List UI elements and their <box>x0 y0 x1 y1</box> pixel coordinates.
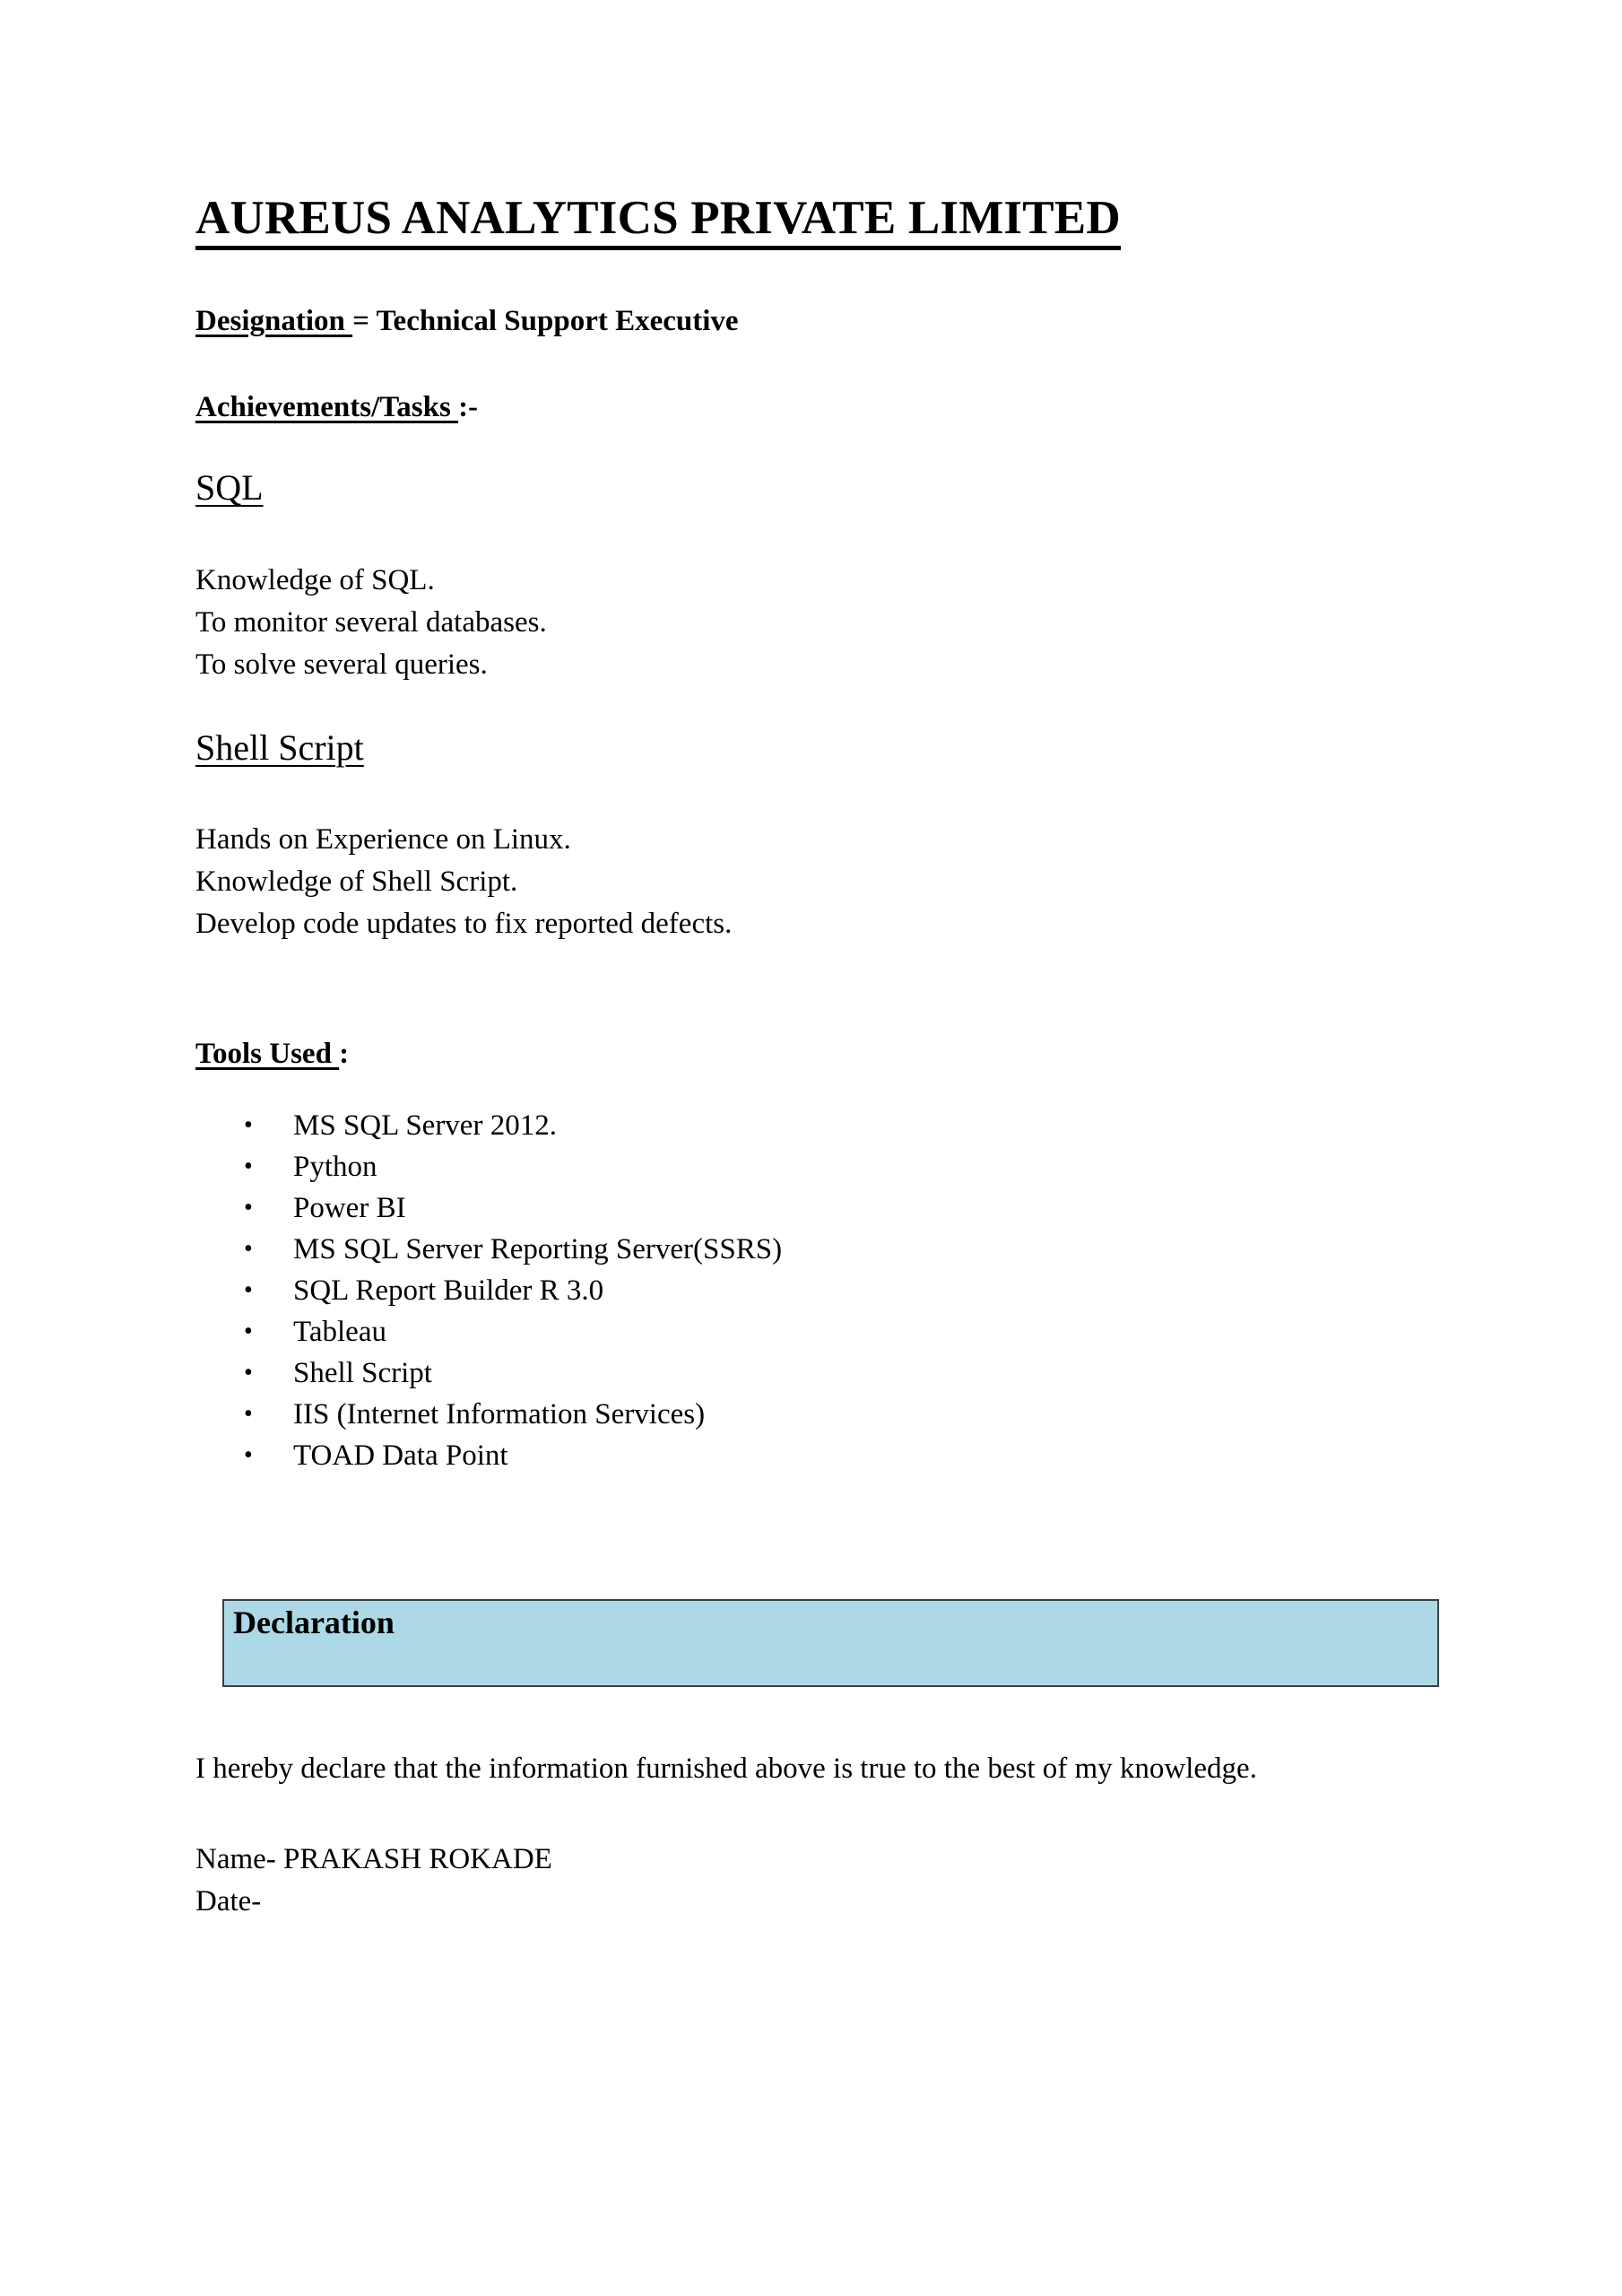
bullet-icon: • <box>244 1111 253 1139</box>
date-line: Date- <box>195 1885 262 1918</box>
list-item-label: Shell Script <box>293 1357 432 1389</box>
sql-line-3: To solve several queries. <box>195 648 488 681</box>
bullet-icon: • <box>244 1276 253 1304</box>
bullet-icon: • <box>244 1441 253 1469</box>
section-heading-sql-text: SQL <box>195 467 264 508</box>
sql-line-2: To monitor several databases. <box>195 606 547 639</box>
list-item <box>244 1394 782 1435</box>
declaration-statement: I hereby declare that the information furnished above is true to the best of my knowledge. <box>195 1752 1257 1785</box>
list-item-label: SQL Report Builder R 3.0 <box>293 1274 604 1307</box>
list-item <box>244 1352 782 1394</box>
achievements-suffix: :- <box>458 391 479 423</box>
list-item <box>244 1270 782 1311</box>
achievements-line <box>195 389 478 426</box>
list-item <box>244 1229 782 1270</box>
bullet-icon: • <box>244 1194 253 1222</box>
sql-body-block <box>195 560 547 686</box>
section-heading-sql <box>195 466 264 509</box>
page-title: AUREUS ANALYTICS PRIVATE LIMITED <box>195 193 1121 250</box>
list-item-label: MS SQL Server Reporting Server(SSRS) <box>293 1233 783 1265</box>
bullet-icon: • <box>244 1359 253 1387</box>
list-item-label: Python <box>293 1151 377 1183</box>
declaration-heading: Declaration <box>233 1605 395 1640</box>
shell-line-2: Knowledge of Shell Script. <box>195 865 518 898</box>
designation-label: Designation <box>195 305 353 337</box>
tools-used-list <box>244 1105 782 1476</box>
designation-value: = Technical Support Executive <box>352 305 739 337</box>
list-item <box>244 1311 782 1352</box>
bullet-icon: • <box>244 1235 253 1263</box>
declaration-banner <box>222 1599 1439 1687</box>
bullet-icon: • <box>244 1318 253 1345</box>
list-item <box>244 1435 782 1476</box>
achievements-label: Achievements/Tasks <box>195 391 459 423</box>
list-item-label: Power BI <box>293 1192 406 1224</box>
shell-script-body-block <box>195 819 732 945</box>
tools-used-line <box>195 1036 349 1073</box>
list-item <box>244 1105 782 1146</box>
shell-line-3: Develop code updates to fix reported defects. <box>195 908 733 940</box>
bullet-icon: • <box>244 1400 253 1428</box>
section-heading-shell-script <box>195 726 364 770</box>
tools-used-label: Tools Used <box>195 1038 340 1070</box>
list-item-label: Tableau <box>293 1316 386 1348</box>
tools-used-suffix: : <box>339 1038 350 1070</box>
bullet-icon: • <box>244 1152 253 1180</box>
list-item-label: MS SQL Server 2012. <box>293 1109 557 1142</box>
list-item-label: IIS (Internet Information Services) <box>293 1398 706 1431</box>
sql-line-1: Knowledge of SQL. <box>195 564 435 596</box>
list-item <box>244 1187 782 1229</box>
name-line: Name- PRAKASH ROKADE <box>195 1843 552 1875</box>
list-item-label: TOAD Data Point <box>293 1439 508 1472</box>
designation-line <box>195 303 739 340</box>
list-item <box>244 1146 782 1187</box>
signoff-block <box>195 1839 552 1923</box>
shell-line-1: Hands on Experience on Linux. <box>195 823 571 856</box>
section-heading-shell-script-text: Shell Script <box>195 727 364 768</box>
